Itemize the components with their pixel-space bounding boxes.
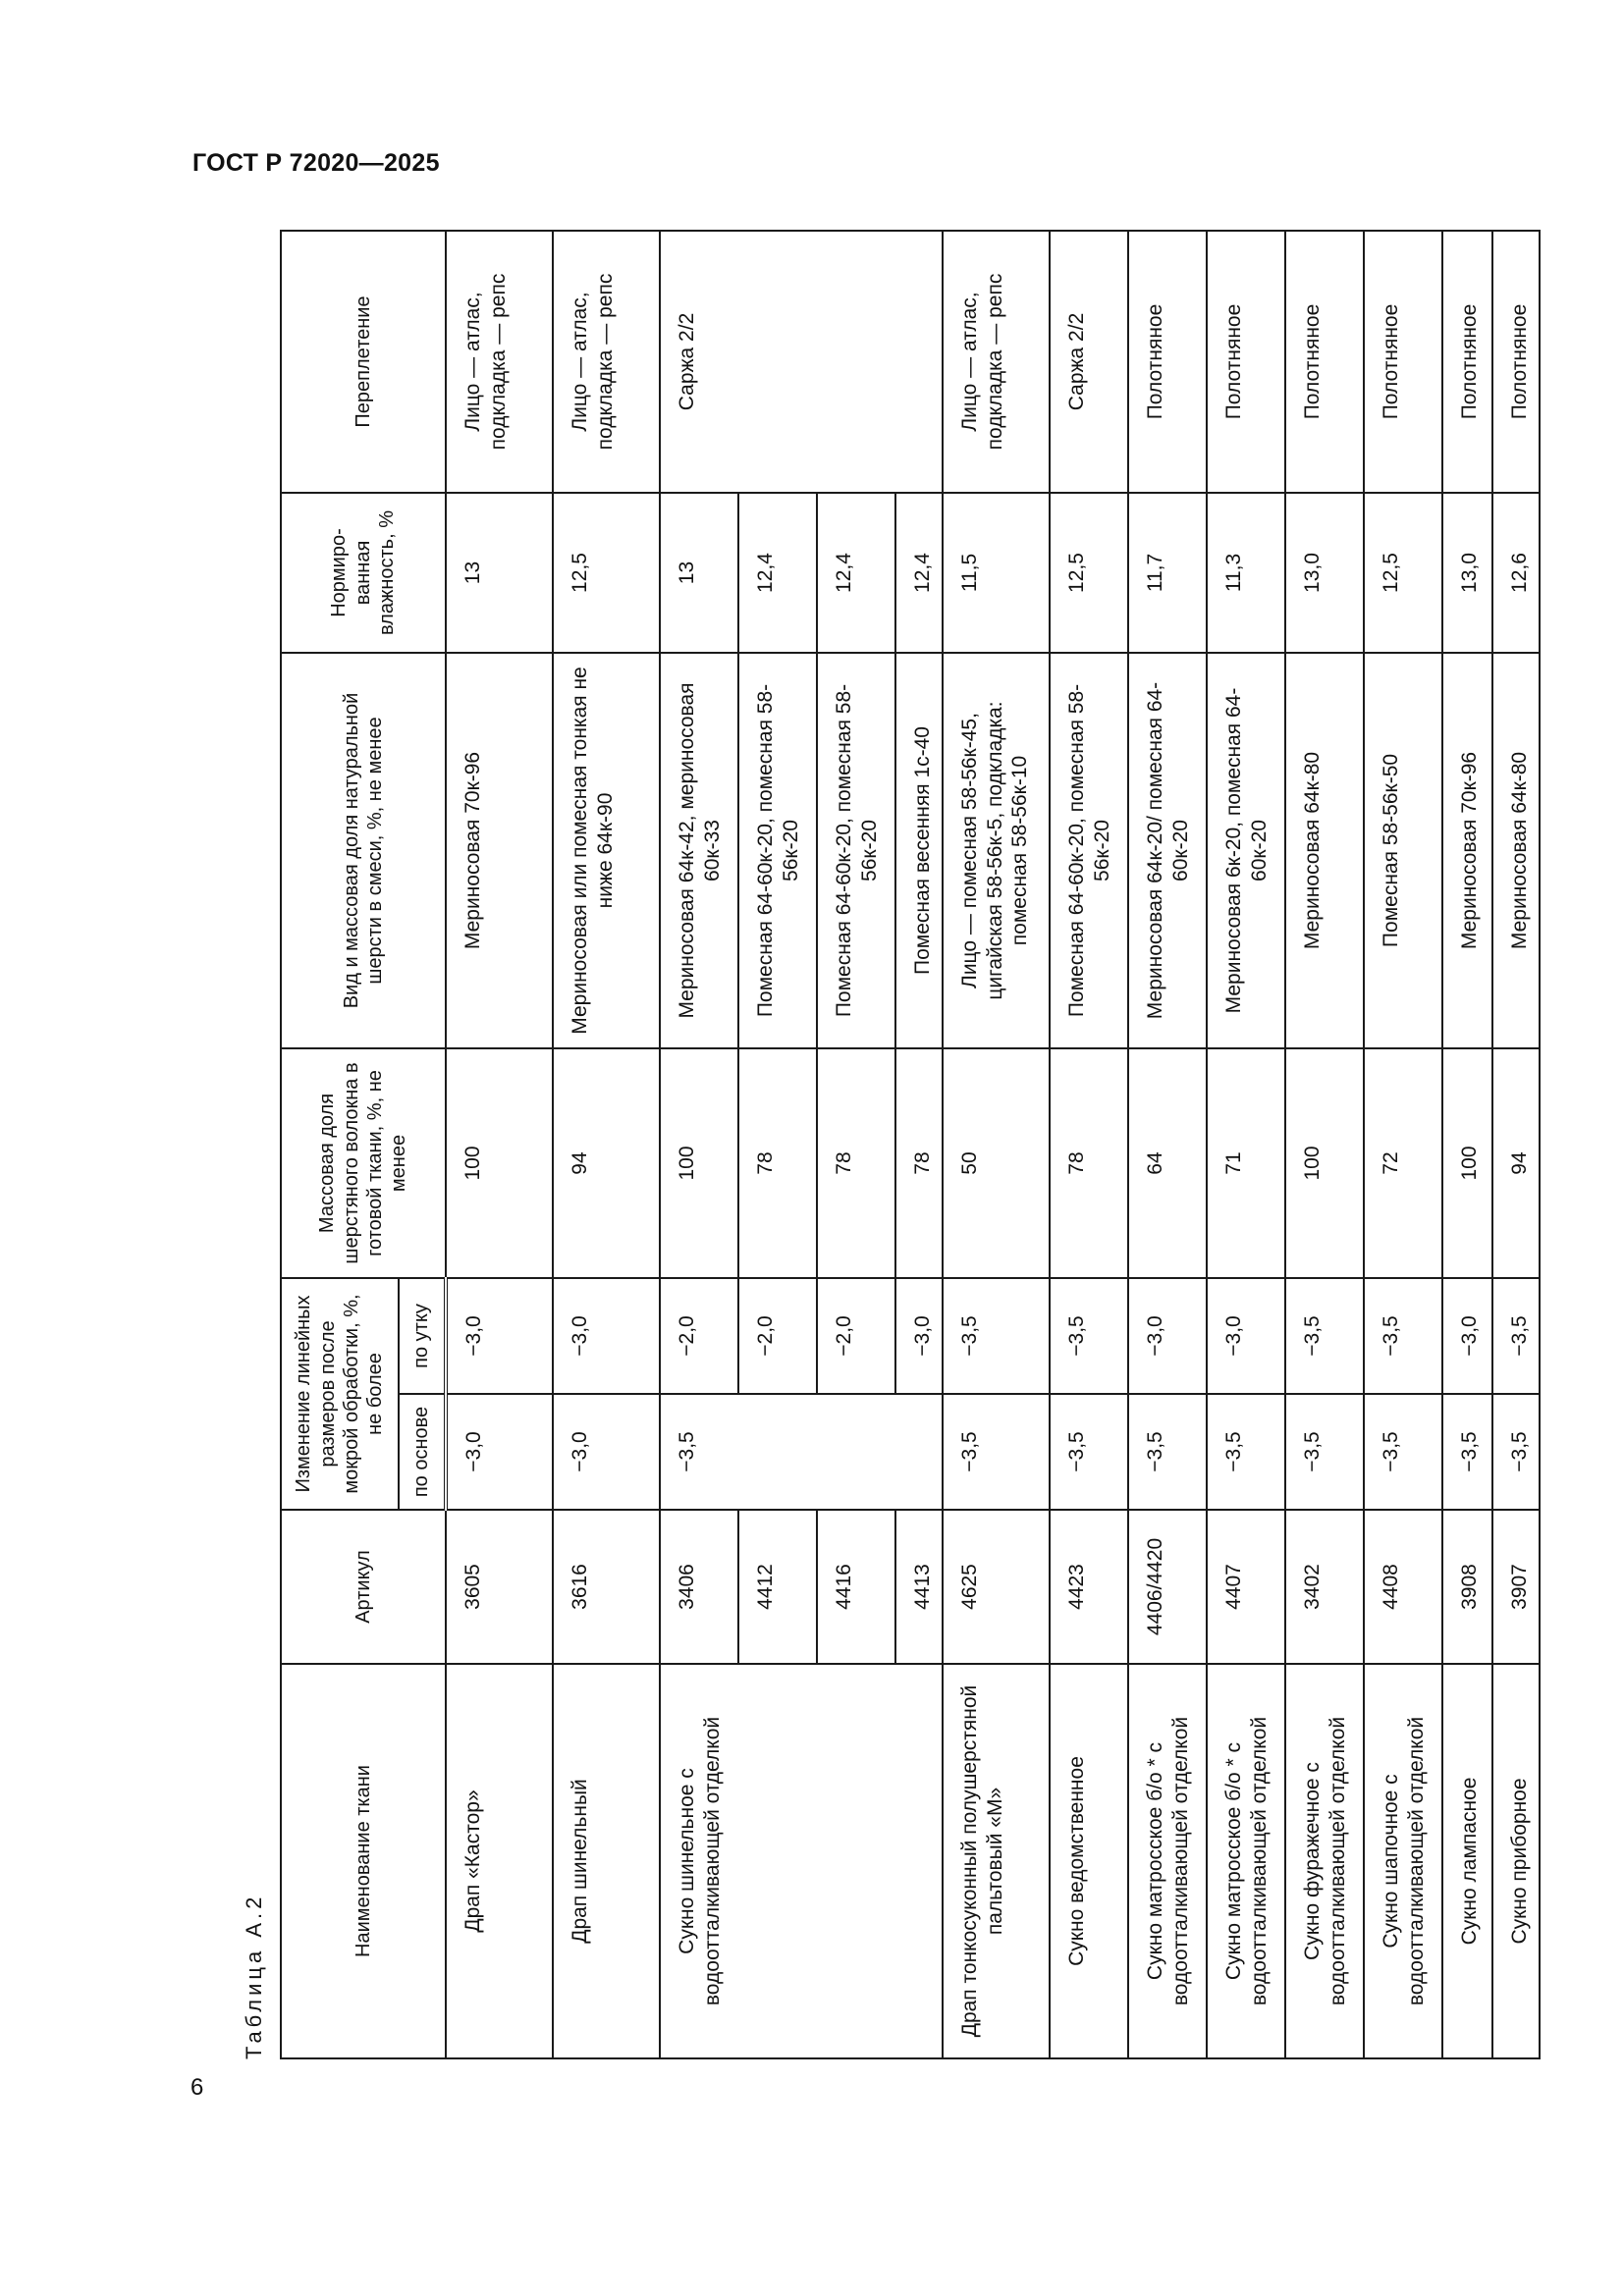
- cell-weave: Полотняное: [1128, 231, 1207, 493]
- cell-wool: Мериносовая 6к-20, помесная 64-60к-20: [1207, 653, 1285, 1048]
- cell-weft: −3,5: [1364, 1278, 1442, 1394]
- cell-name: Драп тонкосуконный полушерстяной пальтовый «М»: [943, 1664, 1050, 2058]
- table-row: [553, 231, 660, 2058]
- cell-moisture: 12,4: [738, 493, 817, 653]
- cell-share: 78: [738, 1048, 817, 1278]
- cell-article: 3908: [1442, 1510, 1492, 1664]
- cell-name: Сукно фуражечное с водоотталкивающей отделкой: [1285, 1664, 1364, 2058]
- cell-warp: −3,5: [1285, 1394, 1364, 1510]
- cell-share: 50: [943, 1048, 1050, 1278]
- cell-moisture: 13: [446, 493, 553, 653]
- column-header-wool-share: Массовая доля шерстяного волокна в готовой ткани, %, не менее: [281, 1048, 446, 1278]
- cell-moisture: 12,5: [1364, 493, 1442, 653]
- cell-warp: −3,5: [1128, 1394, 1207, 1510]
- cell-moisture: 13: [660, 493, 738, 653]
- cell-warp: −3,5: [1442, 1394, 1492, 1510]
- column-header-weft: по утку: [399, 1278, 446, 1394]
- cell-share: 94: [1492, 1048, 1540, 1278]
- cell-name: Сукно шапочное с водоотталкивающей отделкой: [1364, 1664, 1442, 2058]
- cell-wool: Помесная 64-60к-20, помесная 58-56к-20: [817, 653, 895, 1048]
- cell-weft: −3,0: [895, 1278, 943, 1394]
- table-row: [1364, 231, 1442, 2058]
- cell-moisture: 12,6: [1492, 493, 1540, 653]
- cell-moisture: 13,0: [1285, 493, 1364, 653]
- cell-weft: −3,5: [1285, 1278, 1364, 1394]
- cell-name: Драп «Кастор»: [446, 1664, 553, 2058]
- cell-weft: −2,0: [738, 1278, 817, 1394]
- cell-name: Сукно матросское б/о * с водоотталкивающей отделкой: [1128, 1664, 1207, 2058]
- cell-share: 72: [1364, 1048, 1442, 1278]
- cell-warp: −3,5: [1364, 1394, 1442, 1510]
- cell-weave: Полотняное: [1285, 231, 1364, 493]
- cell-article: 4407: [1207, 1510, 1285, 1664]
- cell-share: 71: [1207, 1048, 1285, 1278]
- cell-moisture: 12,5: [553, 493, 660, 653]
- cell-weft: −3,0: [1128, 1278, 1207, 1394]
- cell-name: Сукно лампасное: [1442, 1664, 1492, 2058]
- cell-share: 78: [1050, 1048, 1128, 1278]
- cell-moisture: 12,5: [1050, 493, 1128, 653]
- cell-wool: Мериносовая 70к-96: [1442, 653, 1492, 1048]
- cell-wool: Мериносовая 64к-42, мериносовая 60к-33: [660, 653, 738, 1048]
- cell-name: Сукно ведомственное: [1050, 1664, 1128, 2058]
- table-row: [660, 231, 738, 2058]
- cell-wool: Помесная 64-60к-20, помесная 58-56к-20: [738, 653, 817, 1048]
- cell-article: 4408: [1364, 1510, 1442, 1664]
- cell-weave: Лицо — атлас, подкладка — репс: [943, 231, 1050, 493]
- cell-share: 78: [817, 1048, 895, 1278]
- cell-warp: −3,0: [446, 1394, 553, 1510]
- cell-weft: −2,0: [817, 1278, 895, 1394]
- column-header-name: Наименование ткани: [281, 1664, 446, 2058]
- cell-weave: Саржа 2/2: [660, 231, 943, 493]
- document-title: ГОСТ Р 72020—2025: [192, 149, 440, 177]
- cell-warp: −3,5: [943, 1394, 1050, 1510]
- cell-weave: Лицо — атлас, подкладка — репс: [446, 231, 553, 493]
- cell-moisture: 12,4: [817, 493, 895, 653]
- cell-article: 4625: [943, 1510, 1050, 1664]
- column-header-weave: Переплетение: [281, 231, 446, 493]
- cell-article: 4413: [895, 1510, 943, 1664]
- table-row: [1207, 231, 1285, 2058]
- fabric-table: [280, 230, 1541, 2059]
- cell-moisture: 11,5: [943, 493, 1050, 653]
- table-row: [943, 231, 1050, 2058]
- cell-wool: Мериносовая 64к-20/ помесная 64-60к-20: [1128, 653, 1207, 1048]
- cell-name: Сукно матросское б/о * с водоотталкивающей отделкой: [1207, 1664, 1285, 2058]
- cell-weave: Полотняное: [1492, 231, 1540, 493]
- cell-warp: −3,0: [553, 1394, 660, 1510]
- table-caption: Таблица А.2: [242, 1893, 266, 2059]
- cell-weft: −3,0: [553, 1278, 660, 1394]
- column-header-wool-type: Вид и массовая доля натуральной шерсти в смеси, %, не менее: [281, 653, 446, 1048]
- cell-weave: Полотняное: [1364, 231, 1442, 493]
- page-number: 6: [190, 2074, 204, 2101]
- cell-wool: Помесная 64-60к-20, помесная 58-56к-20: [1050, 653, 1128, 1048]
- rotated-table-block: [236, 232, 1531, 2059]
- cell-article: 4406/4420: [1128, 1510, 1207, 1664]
- cell-share: 64: [1128, 1048, 1207, 1278]
- column-header-warp: по основе: [399, 1394, 446, 1510]
- cell-moisture: 13,0: [1442, 493, 1492, 653]
- cell-wool: Мериносовая 64к-80: [1285, 653, 1364, 1048]
- cell-wool: Помесная весенняя 1с-40: [895, 653, 943, 1048]
- cell-weft: −3,5: [1492, 1278, 1540, 1394]
- cell-moisture: 11,7: [1128, 493, 1207, 653]
- table-row: [1442, 231, 1492, 2058]
- cell-warp: −3,5: [1050, 1394, 1128, 1510]
- cell-wool: Помесная 58-56к-50: [1364, 653, 1442, 1048]
- table-row: [1128, 231, 1207, 2058]
- cell-weave: Саржа 2/2: [1050, 231, 1128, 493]
- cell-moisture: 12,4: [895, 493, 943, 653]
- cell-warp: −3,5: [1492, 1394, 1540, 1510]
- cell-weft: −3,5: [1050, 1278, 1128, 1394]
- cell-article: 3402: [1285, 1510, 1364, 1664]
- cell-share: 94: [553, 1048, 660, 1278]
- cell-article: 4416: [817, 1510, 895, 1664]
- cell-article: 3605: [446, 1510, 553, 1664]
- cell-weft: −3,0: [1207, 1278, 1285, 1394]
- cell-article: 3907: [1492, 1510, 1540, 1664]
- cell-name: Сукно шинельное с водоотталкивающей отделкой: [660, 1664, 943, 2058]
- cell-share: 100: [446, 1048, 553, 1278]
- cell-article: 3616: [553, 1510, 660, 1664]
- cell-article: 4412: [738, 1510, 817, 1664]
- cell-weave: Лицо — атлас, подкладка — репс: [553, 231, 660, 493]
- cell-warp: −3,5: [1207, 1394, 1285, 1510]
- cell-wool: Мериносовая 70к-96: [446, 653, 553, 1048]
- cell-weave: Полотняное: [1442, 231, 1492, 493]
- column-header-moisture: Нормиро-ванная влажность, %: [281, 493, 446, 653]
- table-row: [1285, 231, 1364, 2058]
- cell-weft: −2,0: [660, 1278, 738, 1394]
- cell-share: 100: [1442, 1048, 1492, 1278]
- cell-warp: −3,5: [660, 1394, 943, 1510]
- cell-wool: Лицо — помесная 58-56к-45, цигайская 58-56к-5, подкладка: помесная 58-56к-10: [943, 653, 1050, 1048]
- cell-share: 100: [660, 1048, 738, 1278]
- column-header-shrinkage: Изменение линейных размеров после мокрой обработки, %, не более: [281, 1278, 399, 1510]
- cell-moisture: 11,3: [1207, 493, 1285, 653]
- cell-name: Драп шинельный: [553, 1664, 660, 2058]
- cell-name: Сукно приборное: [1492, 1664, 1540, 2058]
- cell-wool: Мериносовая или помесная тонкая не ниже 64к-90: [553, 653, 660, 1048]
- cell-wool: Мериносовая 64к-80: [1492, 653, 1540, 1048]
- cell-article: 3406: [660, 1510, 738, 1664]
- cell-weave: Полотняное: [1207, 231, 1285, 493]
- cell-share: 100: [1285, 1048, 1364, 1278]
- cell-weft: −3,5: [943, 1278, 1050, 1394]
- table-row: [1050, 231, 1128, 2058]
- column-header-article: Артикул: [281, 1510, 446, 1664]
- table-row: [446, 231, 553, 2058]
- cell-share: 78: [895, 1048, 943, 1278]
- table-row: [1492, 231, 1540, 2058]
- cell-weft: −3,0: [1442, 1278, 1492, 1394]
- cell-weft: −3,0: [446, 1278, 553, 1394]
- cell-article: 4423: [1050, 1510, 1128, 1664]
